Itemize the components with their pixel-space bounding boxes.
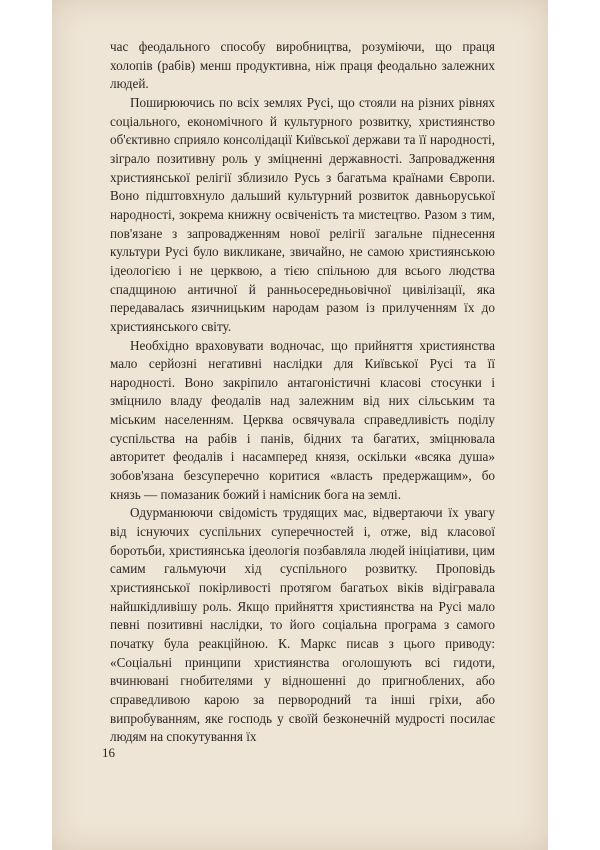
paragraph: Одурманюючи свідомість трудящих мас, відвертаючи їх увагу від існуючих суспільних суперечностей і, отже, від класової боротьби, християнська ідеологія позбавляла людей ініціативи, цим самим гальмуючи хід суспільного розвитку. Проповідь християнської покірливості протягом багатьох віків відігравала найшкідливішу роль. Якщо прийняття християнства на Русі мало певні позитивні наслідки, то його соціальна програма з самого початку була реакційною. К. Маркс писав з цього приводу: «Соціальні принципи християнства оголошують всі гидоти, вчинювані гнобителями у відношенні до пригноблених, або справедливою карою за первородний та інші гріхи, або випробуванням, яке господь у своїй безконечній мудрості посилає людям на спокутування їх bbox=[110, 505, 495, 745]
paragraph: час феодального способу виробництва, розуміючи, що праця холопів (рабів) менш продуктивна, ніж праця феодально залежних людей. bbox=[110, 39, 495, 92]
book-page bbox=[52, 0, 548, 850]
paragraph: Поширюючись по всіх землях Русі, що стояли на різних рівнях соціального, економічного й культурного розвитку, християнство об'єктивно сприяло консолідації Київської держави та її народності, зіграло позитивну роль у зміцненні державності. Запровадження християнської релігії зблизило Русь з багатьма країнами Європи. Воно підштовхнуло дальший культурний розвиток давньоруської народності, зокрема книжну освіченість та мистецтво. Разом з тим, пов'язане з запровадженням нової релігії загальне піднесення культури Русі було викликане, звичайно, не самою християнською ідеологією і не церквою, а тією спільною для всього людства спадщиною античної й ранньосередньовічної цивілізації, яка передавалась язичницьким народам разом із прилученням їх до християнського світу. bbox=[110, 94, 495, 334]
paragraph: Необхідно враховувати водночас, що прийняття християнства мало серйозні негативні наслідки для Київської Русі та її народності. Воно закріпило антагоністичні класові стосунки і зміцнило владу феодалів над залежним від них сільським та міським населенням. Церква освячувала справедливість поділу суспільства на рабів і панів, бідних та багатих, зміцнювала авторитет феодалів і насамперед князя, оскільки «всяка душа» зобов'язана безсуперечно коритися «власть предержащим», бо князь — помазаник божий і намісник бога на землі. bbox=[110, 337, 495, 502]
page-number: 16 bbox=[102, 745, 115, 760]
body-text bbox=[110, 38, 495, 747]
